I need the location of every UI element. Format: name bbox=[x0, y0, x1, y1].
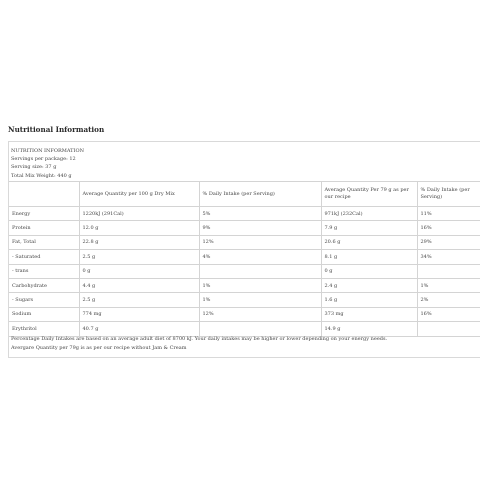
cell-per-recipe: 7.9 g bbox=[321, 221, 417, 235]
row-label: Carbohydrate bbox=[9, 278, 79, 292]
note-recipe: Avergare Quantity per 79g is as per our recipe without Jam & Cream bbox=[11, 345, 187, 351]
cell-daily-intake: 9% bbox=[199, 221, 321, 235]
table-row bbox=[9, 293, 480, 307]
column-header-daily-intake-per100: % Daily Intake (per Serving) bbox=[199, 182, 321, 207]
cell-per100: 774 mg bbox=[79, 307, 199, 321]
cell-daily-intake-recipe: 29% bbox=[417, 235, 480, 249]
column-header-per100: Average Quantity per 100 g Dry Mix bbox=[79, 182, 199, 207]
table-row bbox=[9, 235, 480, 249]
table-row bbox=[9, 322, 480, 336]
cell-daily-intake-recipe: 2% bbox=[417, 293, 480, 307]
note-daily-intake: Percentage Daily Intakes are based on an average adult diet of 8700 kJ. Your daily intakes may be higher or lower depending on your energy needs. bbox=[11, 336, 388, 342]
meta-serving-size: Serving size: 37 g bbox=[11, 164, 57, 171]
row-label: Protein bbox=[9, 221, 79, 235]
table-row bbox=[9, 264, 480, 278]
cell-per-recipe: 0 g bbox=[321, 264, 417, 278]
cell-per100: 2.5 g bbox=[79, 293, 199, 307]
page-title: Nutritional Information bbox=[8, 125, 105, 134]
cell-daily-intake: 4% bbox=[199, 250, 321, 264]
nutrition-table bbox=[9, 181, 480, 337]
cell-daily-intake-recipe bbox=[417, 264, 480, 278]
cell-per100: 2.5 g bbox=[79, 250, 199, 264]
column-header-daily-intake-recipe: % Daily Intake (per Serving) bbox=[417, 182, 480, 207]
cell-daily-intake: 1% bbox=[199, 278, 321, 292]
row-label: - Saturated bbox=[9, 250, 79, 264]
cell-daily-intake bbox=[199, 322, 321, 336]
cell-daily-intake bbox=[199, 264, 321, 278]
cell-per-recipe: 971kJ (232Cal) bbox=[321, 207, 417, 221]
cell-per-recipe: 8.1 g bbox=[321, 250, 417, 264]
table-row bbox=[9, 307, 480, 321]
row-label: Erythritol bbox=[9, 322, 79, 336]
cell-daily-intake-recipe: 11% bbox=[417, 207, 480, 221]
table-row bbox=[9, 207, 480, 221]
cell-per-recipe: 373 mg bbox=[321, 307, 417, 321]
cell-per-recipe: 1.6 g bbox=[321, 293, 417, 307]
cell-per-recipe: 20.6 g bbox=[321, 235, 417, 249]
table-row bbox=[9, 278, 480, 292]
cell-daily-intake-recipe: 16% bbox=[417, 307, 480, 321]
table-row bbox=[9, 250, 480, 264]
nutrition-meta bbox=[11, 147, 84, 180]
cell-daily-intake-recipe: 16% bbox=[417, 221, 480, 235]
column-header-per-recipe: Average Quantity Per 79 g as per our recipe bbox=[321, 182, 417, 207]
nutrition-notes bbox=[11, 335, 387, 353]
column-header-label bbox=[9, 182, 79, 207]
cell-per-recipe: 2.4 g bbox=[321, 278, 417, 292]
cell-per100: 4.4 g bbox=[79, 278, 199, 292]
cell-daily-intake-recipe: 1% bbox=[417, 278, 480, 292]
cell-per100: 22.8 g bbox=[79, 235, 199, 249]
cell-daily-intake: 5% bbox=[199, 207, 321, 221]
cell-per100: 12.0 g bbox=[79, 221, 199, 235]
table-row bbox=[9, 221, 480, 235]
cell-daily-intake: 12% bbox=[199, 235, 321, 249]
cell-daily-intake-recipe: 34% bbox=[417, 250, 480, 264]
meta-heading: NUTRITION INFORMATION bbox=[11, 148, 84, 154]
row-label: - Sugars bbox=[9, 293, 79, 307]
cell-per-recipe: 14.9 g bbox=[321, 322, 417, 336]
meta-servings: Servings per package: 12 bbox=[11, 156, 76, 163]
meta-total-weight: Total Mix Weight: 440 g bbox=[11, 172, 72, 179]
row-label: Energy bbox=[9, 207, 79, 221]
row-label: Fat, Total bbox=[9, 235, 79, 249]
cell-daily-intake-recipe bbox=[417, 322, 480, 336]
cell-per100: 1220kJ (291Cal) bbox=[79, 207, 199, 221]
cell-daily-intake: 12% bbox=[199, 307, 321, 321]
cell-daily-intake: 1% bbox=[199, 293, 321, 307]
row-label: - trans bbox=[9, 264, 79, 278]
cell-per100: 40.7 g bbox=[79, 322, 199, 336]
cell-per100: 0 g bbox=[79, 264, 199, 278]
table-header-row bbox=[9, 182, 480, 207]
nutrition-panel bbox=[8, 141, 480, 358]
row-label: Sodium bbox=[9, 307, 79, 321]
